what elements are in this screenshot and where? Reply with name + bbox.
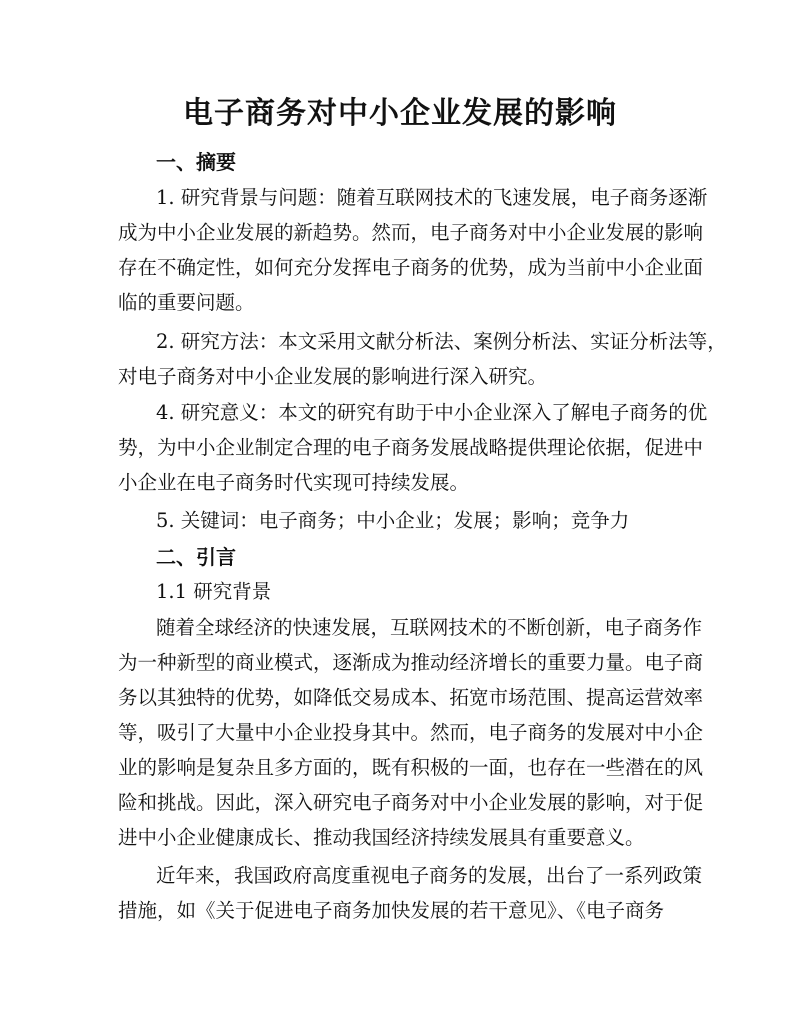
paragraph-line: 为一种新型的商业模式，逐渐成为推动经济增长的重要力量。电子商 — [118, 651, 704, 674]
paragraph-line: 成为中小企业发展的新趋势。然而，电子商务对中小企业发展的影响 — [118, 221, 704, 244]
document-title: 电子商务对中小企业发展的影响 — [183, 96, 617, 131]
paragraph-line: 务以其独特的优势，如降低交易成本、拓宽市场范围、提高运营效率 — [118, 686, 704, 709]
keywords-line: 5. 关键词：电子商务；中小企业；发展；影响；竞争力 — [156, 509, 630, 532]
paragraph-line: 随着全球经济的快速发展，互联网技术的不断创新，电子商务作 — [156, 616, 703, 639]
paragraph-line: 势，为中小企业制定合理的电子商务发展战略提供理论依据，促进中 — [118, 436, 704, 459]
paragraph-line: 等，吸引了大量中小企业投身其中。然而，电子商务的发展对中小企 — [118, 721, 704, 744]
paragraph-line: 1. 研究背景与问题：随着互联网技术的飞速发展，电子商务逐渐 — [156, 186, 708, 209]
section-heading-introduction: 二、引言 — [156, 545, 236, 569]
paragraph-line: 业的影响是复杂且多方面的，既有积极的一面，也存在一些潜在的风 — [118, 756, 704, 779]
subsection-heading-background: 1.1 研究背景 — [156, 580, 272, 603]
paragraph-line: 对电子商务对中小企业发展的影响进行深入研究。 — [118, 365, 548, 388]
section-heading-abstract: 一、摘要 — [156, 150, 236, 174]
paragraph-line: 4. 研究意义：本文的研究有助于中小企业深入了解电子商务的优 — [156, 401, 708, 424]
paragraph-line: 近年来，我国政府高度重视电子商务的发展，出台了一系列政策 — [156, 864, 703, 887]
paragraph-line: 存在不确定性，如何充分发挥电子商务的优势，成为当前中小企业面 — [118, 256, 704, 279]
paragraph-line: 临的重要问题。 — [118, 291, 255, 314]
paragraph-line: 措施，如《关于促进电子商务加快发展的若干意见》、《电子商务 — [118, 899, 665, 922]
paragraph-line: 进中小企业健康成长、推动我国经济持续发展具有重要意义。 — [118, 826, 645, 849]
paragraph-line: 小企业在电子商务时代实现可持续发展。 — [118, 471, 470, 494]
paragraph-line: 险和挑战。因此，深入研究电子商务对中小企业发展的影响，对于促 — [118, 791, 704, 814]
paragraph-line: 2. 研究方法：本文采用文献分析法、案例分析法、实证分析法等， — [156, 330, 727, 353]
